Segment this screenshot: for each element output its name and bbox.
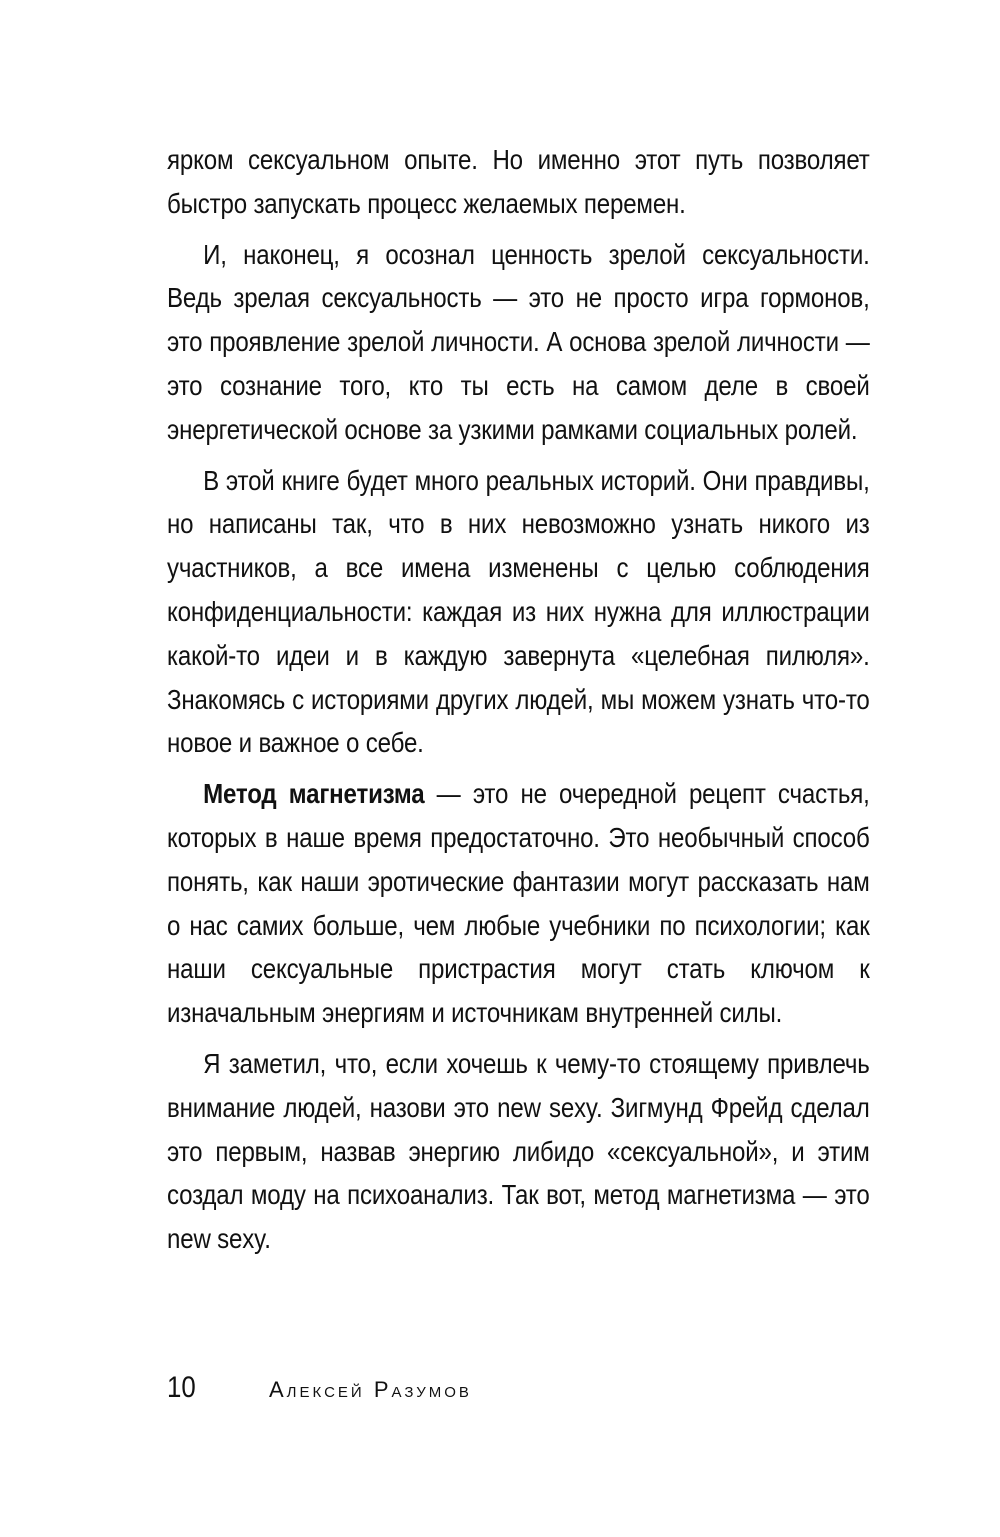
- paragraph-1: [167, 138, 870, 226]
- paragraph-text: — это не очередной рецепт счастья, которых в наше время предостаточно. Это необычный способ понять, как наши эротические фантазии могут рассказать нам о нас самих больше, чем любые учебники по психологии; как наши сексуальные пристрастия могут стать ключом к изначальным энергиям и источникам внутренней силы.: [167, 778, 870, 1029]
- paragraph-4: [167, 772, 870, 1035]
- paragraph-text: В этой книге будет много реальных историй. Они правдивы, но написаны так, что в них невозможно узнать никого из участников, а все имена изменены с целью соблюдения конфиденциальности: каждая из них нужна для иллюстрации какой-то идеи и в каждую завернута «целебная пилюля». Знакомясь с историями других людей, мы можем узнать что-то новое и важное о себе.: [167, 464, 870, 759]
- paragraph-text: Я заметил, что, если хочешь к чему-то стоящему привлечь внимание людей, назови это new sexy. Зигмунд Фрейд сделал это первым, назвав энергию либидо «сексуальной», и этим создал моду на психоанализ. Так вот, метод магнетизма — это new sexy.: [167, 1047, 870, 1255]
- running-author: Алексей Разумов: [269, 1377, 472, 1402]
- paragraph-2: [167, 233, 870, 452]
- paragraph-text: ярком сексуальном опыте. Но именно этот путь позволяет быстро запускать процесс желаемых перемен.: [167, 144, 870, 219]
- paragraph-text: И, наконец, я осознал ценность зрелой сексуальности. Ведь зрелая сексуальность — это не просто игра гормонов, это проявление зрелой личности. А основа зрелой личности — это сознание того, кто ты есть на самом деле в своей энергетической основе за узкими рамками социальных ролей.: [167, 238, 870, 445]
- paragraph-3: [167, 459, 870, 766]
- page-footer: [167, 1371, 472, 1411]
- page-number: 10: [167, 1371, 196, 1404]
- page-body: [167, 138, 870, 1268]
- bold-term: Метод магнетизма: [203, 778, 425, 810]
- paragraph-5: [167, 1042, 870, 1261]
